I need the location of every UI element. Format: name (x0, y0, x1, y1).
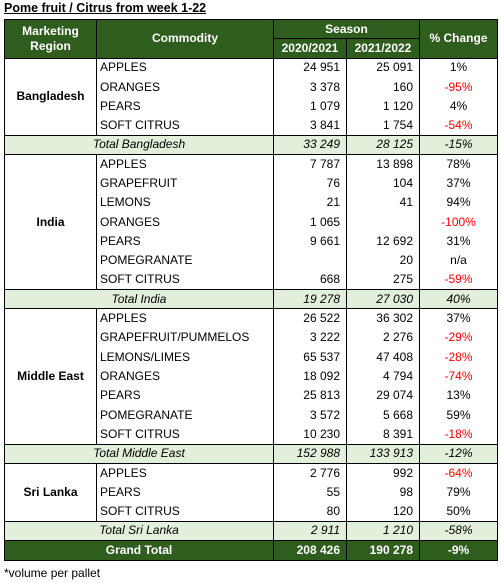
total-2020-2021-cell: 152 988 (274, 444, 347, 463)
value-2020-2021-cell: 668 (274, 270, 347, 289)
value-2020-2021-cell: 3 572 (274, 405, 347, 424)
percent-change-cell: -28% (420, 348, 498, 367)
value-2020-2021-cell: 18 092 (274, 367, 347, 386)
page-title: Pome fruit / Citrus from week 1-22 (4, 1, 207, 15)
value-2021-2022-cell: 8 391 (347, 425, 420, 444)
percent-change-cell: -18% (420, 425, 498, 444)
commodity-cell: ORANGES (97, 77, 274, 96)
table-row (5, 309, 498, 328)
commodity-cell: ORANGES (97, 367, 274, 386)
commodity-cell: SOFT CITRUS (97, 425, 274, 444)
value-2020-2021-cell: 21 (274, 193, 347, 212)
table-row (5, 155, 498, 174)
table-row (5, 58, 498, 77)
percent-change-cell: 37% (420, 309, 498, 328)
commodity-cell: POMEGRANATE (97, 405, 274, 424)
commodity-cell: SOFT CITRUS (97, 116, 274, 135)
value-2020-2021-cell: 1 065 (274, 212, 347, 231)
region-label: Bangladesh (5, 58, 97, 135)
value-2020-2021-cell (274, 251, 347, 270)
commodity-cell: SOFT CITRUS (97, 502, 274, 521)
value-2020-2021-cell: 9 661 (274, 232, 347, 251)
value-2020-2021-cell: 25 813 (274, 386, 347, 405)
value-2021-2022-cell: 25 091 (347, 58, 420, 77)
region-label: Middle East (5, 309, 97, 444)
percent-change-cell: 13% (420, 386, 498, 405)
value-2021-2022-cell: 20 (347, 251, 420, 270)
value-2021-2022-cell: 104 (347, 174, 420, 193)
percent-change-cell: -95% (420, 77, 498, 96)
header-percent-change: % Change (420, 20, 498, 59)
percent-change-cell: 59% (420, 405, 498, 424)
percent-change-cell: -100% (420, 212, 498, 231)
total-label: Total Bangladesh (5, 135, 274, 154)
value-2021-2022-cell: 160 (347, 77, 420, 96)
value-2020-2021-cell: 80 (274, 502, 347, 521)
value-2020-2021-cell: 26 522 (274, 309, 347, 328)
value-2021-2022-cell: 1 120 (347, 97, 420, 116)
grand-total-row (5, 541, 498, 561)
commodity-cell: LEMONS (97, 193, 274, 212)
total-2021-2022-cell: 1 210 (347, 521, 420, 540)
value-2020-2021-cell: 10 230 (274, 425, 347, 444)
value-2021-2022-cell: 2 276 (347, 328, 420, 347)
percent-change-cell: 50% (420, 502, 498, 521)
value-2020-2021-cell: 3 378 (274, 77, 347, 96)
grand-total-2021-2022-cell: 190 278 (347, 541, 420, 561)
percent-change-cell: n/a (420, 251, 498, 270)
percent-change-cell: 4% (420, 97, 498, 116)
value-2021-2022-cell: 29 074 (347, 386, 420, 405)
table-body (5, 58, 498, 560)
table-row (5, 463, 498, 482)
header-commodity: Commodity (97, 20, 274, 59)
percent-change-cell: -74% (420, 367, 498, 386)
value-2021-2022-cell: 4 794 (347, 367, 420, 386)
value-2021-2022-cell: 41 (347, 193, 420, 212)
total-label: Total India (5, 290, 274, 309)
total-label: Total Middle East (5, 444, 274, 463)
value-2021-2022-cell: 1 754 (347, 116, 420, 135)
region-total-row (5, 135, 498, 154)
value-2020-2021-cell: 7 787 (274, 155, 347, 174)
percent-change-cell: 31% (420, 232, 498, 251)
total-percent-change-cell: 40% (420, 290, 498, 309)
commodity-cell: GRAPEFRUIT (97, 174, 274, 193)
value-2020-2021-cell: 3 222 (274, 328, 347, 347)
commodity-cell: APPLES (97, 155, 274, 174)
value-2021-2022-cell: 120 (347, 502, 420, 521)
value-2021-2022-cell: 98 (347, 483, 420, 502)
header-season: Season (274, 20, 420, 39)
percent-change-cell: -29% (420, 328, 498, 347)
percent-change-cell: -54% (420, 116, 498, 135)
region-label: India (5, 155, 97, 290)
value-2021-2022-cell (347, 212, 420, 231)
total-percent-change-cell: -15% (420, 135, 498, 154)
commodity-cell: APPLES (97, 309, 274, 328)
value-2020-2021-cell: 1 079 (274, 97, 347, 116)
value-2021-2022-cell: 5 668 (347, 405, 420, 424)
region-label: Sri Lanka (5, 463, 97, 521)
total-2021-2022-cell: 27 030 (347, 290, 420, 309)
value-2021-2022-cell: 13 898 (347, 155, 420, 174)
grand-total-2020-2021-cell: 208 426 (274, 541, 347, 561)
value-2020-2021-cell: 3 841 (274, 116, 347, 135)
total-2021-2022-cell: 28 125 (347, 135, 420, 154)
commodity-cell: ORANGES (97, 212, 274, 231)
value-2020-2021-cell: 65 537 (274, 348, 347, 367)
percent-change-cell: 78% (420, 155, 498, 174)
percent-change-cell: 79% (420, 483, 498, 502)
value-2021-2022-cell: 36 302 (347, 309, 420, 328)
commodity-cell: APPLES (97, 58, 274, 77)
export-volume-table (4, 19, 498, 561)
commodity-cell: GRAPEFRUIT/PUMMELOS (97, 328, 274, 347)
region-total-row (5, 444, 498, 463)
percent-change-cell: -64% (420, 463, 498, 482)
commodity-cell: SOFT CITRUS (97, 270, 274, 289)
commodity-cell: APPLES (97, 463, 274, 482)
commodity-cell: PEARS (97, 232, 274, 251)
value-2021-2022-cell: 47 408 (347, 348, 420, 367)
header-season-2020-2021: 2020/2021 (274, 39, 347, 58)
total-percent-change-cell: -58% (420, 521, 498, 540)
value-2021-2022-cell: 992 (347, 463, 420, 482)
percent-change-cell: -59% (420, 270, 498, 289)
footnote: *volume per pallet (4, 566, 101, 580)
region-total-row (5, 290, 498, 309)
commodity-cell: PEARS (97, 97, 274, 116)
commodity-cell: LEMONS/LIMES (97, 348, 274, 367)
value-2021-2022-cell: 12 692 (347, 232, 420, 251)
value-2020-2021-cell: 55 (274, 483, 347, 502)
total-2020-2021-cell: 2 911 (274, 521, 347, 540)
value-2020-2021-cell: 2 776 (274, 463, 347, 482)
value-2021-2022-cell: 275 (347, 270, 420, 289)
value-2020-2021-cell: 24 951 (274, 58, 347, 77)
percent-change-cell: 37% (420, 174, 498, 193)
header-season-2021-2022: 2021/2022 (347, 39, 420, 58)
total-2021-2022-cell: 133 913 (347, 444, 420, 463)
total-2020-2021-cell: 19 278 (274, 290, 347, 309)
header-marketing-region: Marketing Region (5, 20, 97, 59)
commodity-cell: POMEGRANATE (97, 251, 274, 270)
grand-total-label: Grand Total (5, 541, 274, 561)
total-label: Total Sri Lanka (5, 521, 274, 540)
total-percent-change-cell: -12% (420, 444, 498, 463)
percent-change-cell: 94% (420, 193, 498, 212)
value-2020-2021-cell: 76 (274, 174, 347, 193)
total-2020-2021-cell: 33 249 (274, 135, 347, 154)
commodity-cell: PEARS (97, 483, 274, 502)
commodity-cell: PEARS (97, 386, 274, 405)
percent-change-cell: 1% (420, 58, 498, 77)
region-total-row (5, 521, 498, 540)
grand-total-percent-change-cell: -9% (420, 541, 498, 561)
